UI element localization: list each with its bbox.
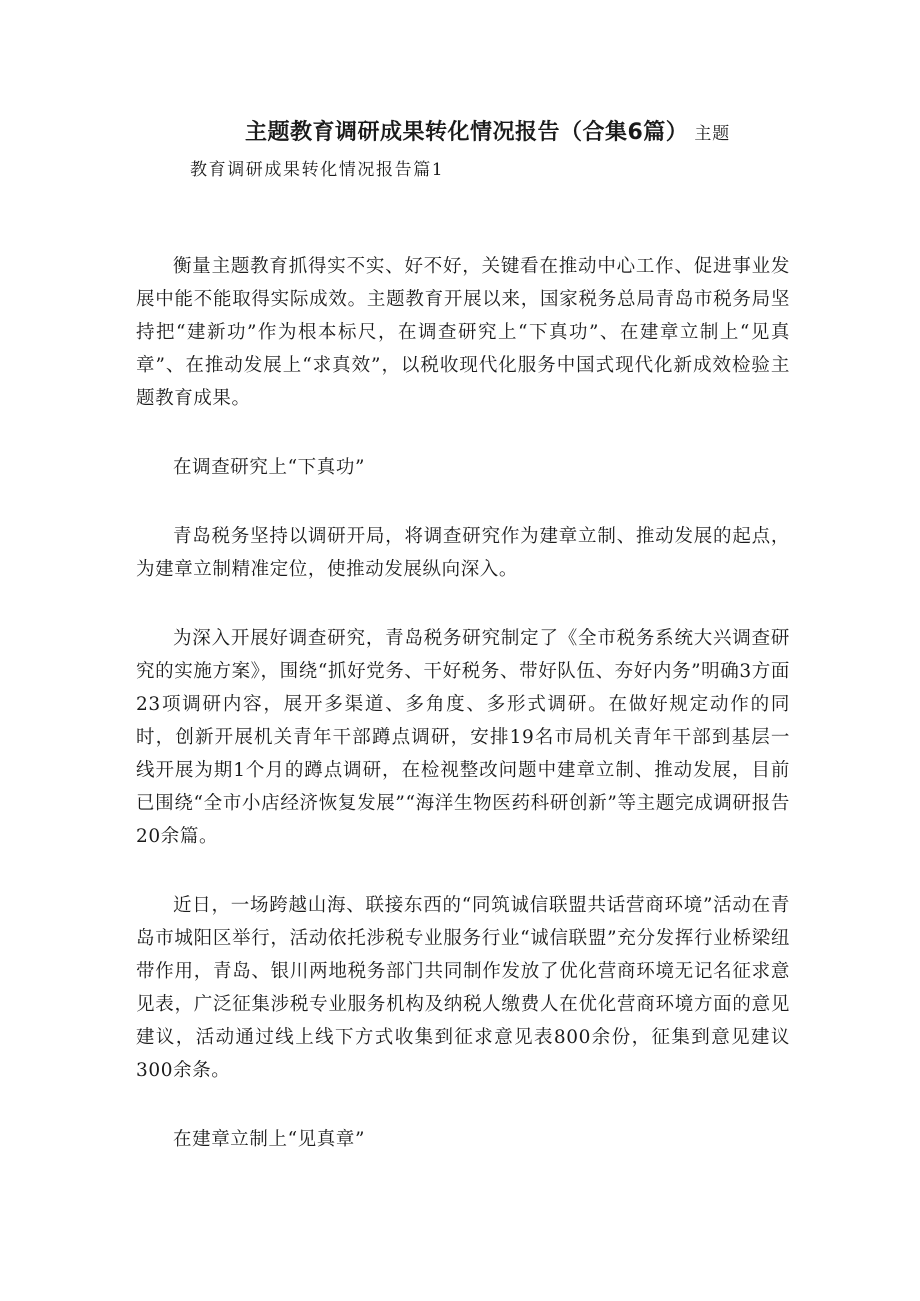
- paragraph-integrity-alliance: 近日，一场跨越山海、联接东西的“同筑诚信联盟共话营商环境”活动在青岛市城阳区举行，活动依托涉税专业服务行业“诚信联盟”充分发挥行业桥梁纽带作用，青岛、银川两地税务部门共同制作发放了优化营商环境无记名征求意见表，广泛征集涉税专业服务机构及纳税人缴费人在优化营商环境方面的意见建议，活动通过线上线下方式收集到征求意见表800余份，征集到意见建议300余条。: [136, 895, 790, 1081]
- paragraph-research-plan: 为深入开展好调查研究，青岛税务研究制定了《全市税务系统大兴调查研究的实施方案》，围绕“抓好党务、干好税务、带好队伍、夯好内务”明确3方面23项调研内容，展开多渠道、多角度、多形式调研。在做好规定动作的同时，创新开展机关青年干部蹲点调研，安排19名市局机关青年干部到基层一线开展为期1个月的蹲点调研，在检视整改问题中建章立制、推动发展，目前已围绕“全市小店经济恢复发展”“海洋生物医药科研创新”等主题完成调研报告20余篇。: [136, 628, 790, 847]
- paragraph-intro: 衡量主题教育抓得实不实、好不好，关键看在推动中心工作、促进事业发展中能不能取得实际成效。主题教育开展以来，国家税务总局青岛市税务局坚持把“建新功”作为根本标尺，在调查研究上“下真功”、在建章立制上“见真章”、在推动发展上“求真效”，以税收现代化服务中国式现代化新成效检验主题教育成果。: [136, 256, 790, 409]
- title-main: 主题教育调研成果转化情况报告（合集6篇）: [245, 120, 689, 145]
- section-heading-institutions: 在建章立制上“见真章”: [173, 1129, 366, 1150]
- paragraph-research-start: 青岛税务坚持以调研开局，将调查研究作为建章立制、推动发展的起点，为建章立制精准定位，使推动发展纵向深入。: [136, 526, 790, 580]
- section-heading-research: 在调查研究上“下真功”: [173, 457, 366, 478]
- document-body: [136, 250, 790, 1192]
- title-continuation: 主题: [694, 124, 731, 144]
- document-subtitle: 教育调研成果转化情况报告篇1: [190, 160, 445, 180]
- document-title: [245, 118, 805, 149]
